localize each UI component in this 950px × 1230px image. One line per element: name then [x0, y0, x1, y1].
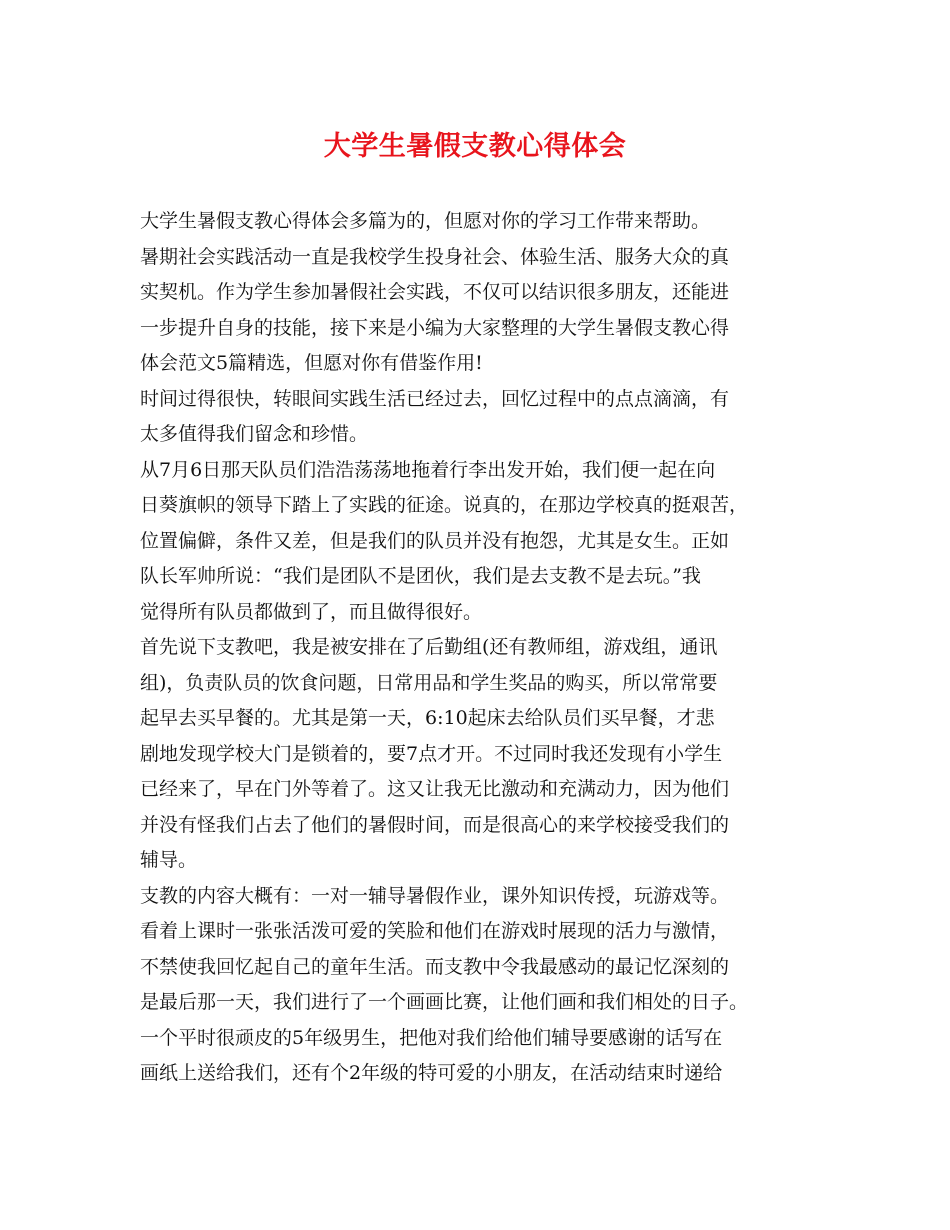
text-line: 支教的内容大概有：一对一辅导暑假作业，课外知识传授，玩游戏等。 [140, 884, 730, 907]
text-line: 是最后那一天，我们进行了一个画画比赛，让他们画和我们相处的日子。 [140, 991, 749, 1013]
text-line: 日葵旗帜的领导下踏上了实践的征途。说真的，在那边学校真的挺艰苦， [140, 494, 749, 516]
text-line: 暑期社会实践活动一直是我校学生投身社会、体验生活、服务大众的真 [140, 245, 730, 268]
text-line: 体会范文5篇精选，但愿对你有借鉴作用! [140, 352, 483, 374]
text-line: 已经来了，早在门外等着了。这又让我无比激动和充满动力，因为他们 [140, 778, 730, 800]
text-line: 辅导。 [140, 849, 198, 871]
text-line: 看着上课时一张张活泼可爱的笑脸和他们在游戏时展现的活力与激情， [140, 920, 730, 942]
text-line: 起早去买早餐的。尤其是第一天，6:10起床去给队员们买早餐，才悲 [140, 707, 715, 729]
text-line: 大学生暑假支教心得体会多篇为的，但愿对你的学习工作带来帮助。 [140, 210, 711, 232]
text-line: 剧地发现学校大门是锁着的，要7点才开。不过同时我还发现有小学生 [140, 742, 723, 765]
text-line: 实契机。作为学生参加暑假社会实践，不仅可以结识很多朋友，还能进 [140, 281, 730, 303]
text-line: 并没有怪我们占去了他们的暑假时间，而是很高心的来学校接受我们的 [140, 813, 730, 836]
text-line: 组)，负责队员的饮食问题，日常用品和学生奖品的购买，所以常常要 [140, 671, 718, 694]
document-title: 大学生暑假支教心得体会 [323, 131, 627, 162]
text-line: 画纸上送给我们，还有个2年级的特可爱的小朋友，在活动结束时递给 [140, 1062, 723, 1084]
text-line: 位置偏僻，条件又差，但是我们的队员并没有抱怨，尤其是女生。正如 [140, 529, 730, 552]
text-line: 队长军帅所说：“我们是团队不是团伙，我们是去支教不是去玩。”我 [140, 565, 701, 587]
document-body [140, 204, 830, 1092]
text-line: 从7月6日那天队员们浩浩荡荡地拖着行李出发开始，我们便一起在向 [140, 458, 716, 481]
text-line: 不禁使我回忆起自己的童年生活。而支教中令我最感动的最记忆深刻的 [140, 955, 730, 978]
text-line: 时间过得很快，转眼间实践生活已经过去，回忆过程中的点点滴滴，有 [140, 387, 730, 410]
text-line: 觉得所有队员都做到了，而且做得很好。 [140, 600, 483, 623]
text-line: 太多值得我们留念和珍惜。 [140, 423, 369, 445]
text-line: 一步提升自身的技能，接下来是小编为大家整理的大学生暑假支教心得 [140, 316, 730, 339]
text-line: 首先说下支教吧，我是被安排在了后勤组(还有教师组，游戏组，通讯 [140, 636, 718, 658]
text-line: 一个平时很顽皮的5年级男生，把他对我们给他们辅导要感谢的话写在 [140, 1026, 723, 1049]
